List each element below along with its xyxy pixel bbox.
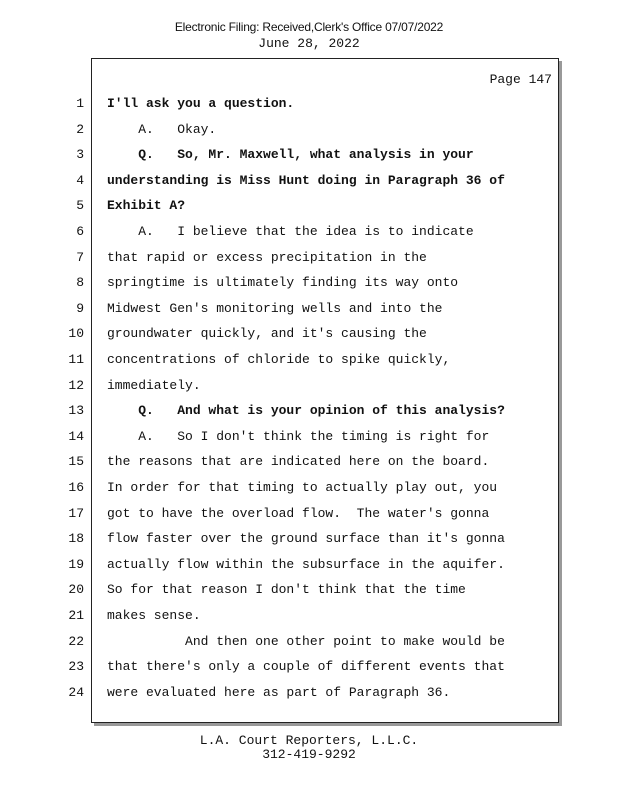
transcript-line: A. So I don't think the timing is right for bbox=[107, 428, 490, 444]
transcript-line: that there's only a couple of different events that bbox=[107, 659, 505, 675]
line-number: 12 bbox=[68, 377, 84, 393]
page-number: Page 147 bbox=[489, 72, 552, 87]
transcript-line: immediately. bbox=[107, 377, 201, 393]
transcript-line: I'll ask you a question. bbox=[107, 96, 295, 111]
line-number: 15 bbox=[68, 454, 84, 470]
transcript-line: Exhibit A? bbox=[107, 198, 186, 214]
line-number: 20 bbox=[68, 582, 84, 598]
line-number: 13 bbox=[68, 403, 84, 419]
transcript-line: concentrations of chloride to spike quickly, bbox=[107, 352, 451, 367]
transcript-line: got to have the overload flow. The water's gonna bbox=[107, 505, 490, 521]
line-number: 18 bbox=[68, 531, 84, 547]
filing-stamp: Electronic Filing: Received,Clerk's Office 07/07/2022 bbox=[174, 20, 444, 34]
line-number: 2 bbox=[76, 121, 84, 137]
line-number: 8 bbox=[76, 275, 84, 291]
transcript-line: that rapid or excess precipitation in the bbox=[107, 249, 427, 265]
transcript-line: makes sense. bbox=[107, 608, 201, 623]
transcript-line: So for that reason I don't think that the time bbox=[107, 582, 466, 598]
line-number: 19 bbox=[68, 556, 84, 572]
line-number: 4 bbox=[76, 172, 84, 188]
transcript-line: flow faster over the ground surface than it's gonna bbox=[107, 531, 505, 547]
line-number: 24 bbox=[68, 684, 84, 700]
transcript-line: A. I believe that the idea is to indicate bbox=[107, 224, 474, 239]
line-number: 5 bbox=[76, 198, 84, 214]
line-number: 17 bbox=[68, 505, 84, 521]
transcript-line: groundwater quickly, and it's causing the bbox=[107, 326, 427, 342]
line-number: 9 bbox=[76, 300, 84, 316]
line-number: 16 bbox=[68, 480, 84, 495]
line-number: 22 bbox=[68, 633, 84, 649]
line-number: 7 bbox=[76, 249, 84, 265]
transcript-line: understanding is Miss Hunt doing in Paragraph 36 of bbox=[107, 172, 505, 188]
transcript-line: the reasons that are indicated here on the board. bbox=[107, 454, 490, 470]
line-number: 1 bbox=[76, 96, 84, 111]
transcript-line: Q. And what is your opinion of this analysis? bbox=[107, 403, 505, 419]
transcript-line: In order for that timing to actually play out, you bbox=[107, 480, 498, 495]
footer-phone: 312-419-9292 bbox=[262, 747, 356, 762]
transcript-line: springtime is ultimately finding its way onto bbox=[107, 275, 459, 291]
transcript-line: And then one other point to make would be bbox=[107, 633, 505, 649]
line-number: 21 bbox=[68, 608, 84, 623]
deposition-date: June 28, 2022 bbox=[258, 36, 360, 51]
line-number: 14 bbox=[68, 428, 84, 444]
transcript-line: actually flow within the subsurface in the aquifer. bbox=[107, 556, 505, 572]
transcript-line: A. Okay. bbox=[107, 121, 217, 137]
line-number: 23 bbox=[68, 659, 84, 675]
line-number: 3 bbox=[76, 147, 84, 163]
line-number: 6 bbox=[76, 224, 84, 239]
footer-company: L.A. Court Reporters, L.L.C. bbox=[199, 733, 419, 748]
transcript-line: Midwest Gen's monitoring wells and into the bbox=[107, 300, 443, 316]
line-number: 10 bbox=[68, 326, 84, 342]
line-number: 11 bbox=[68, 352, 84, 367]
transcript-line: were evaluated here as part of Paragraph 36. bbox=[107, 684, 451, 700]
transcript-line: Q. So, Mr. Maxwell, what analysis in your bbox=[107, 147, 474, 163]
